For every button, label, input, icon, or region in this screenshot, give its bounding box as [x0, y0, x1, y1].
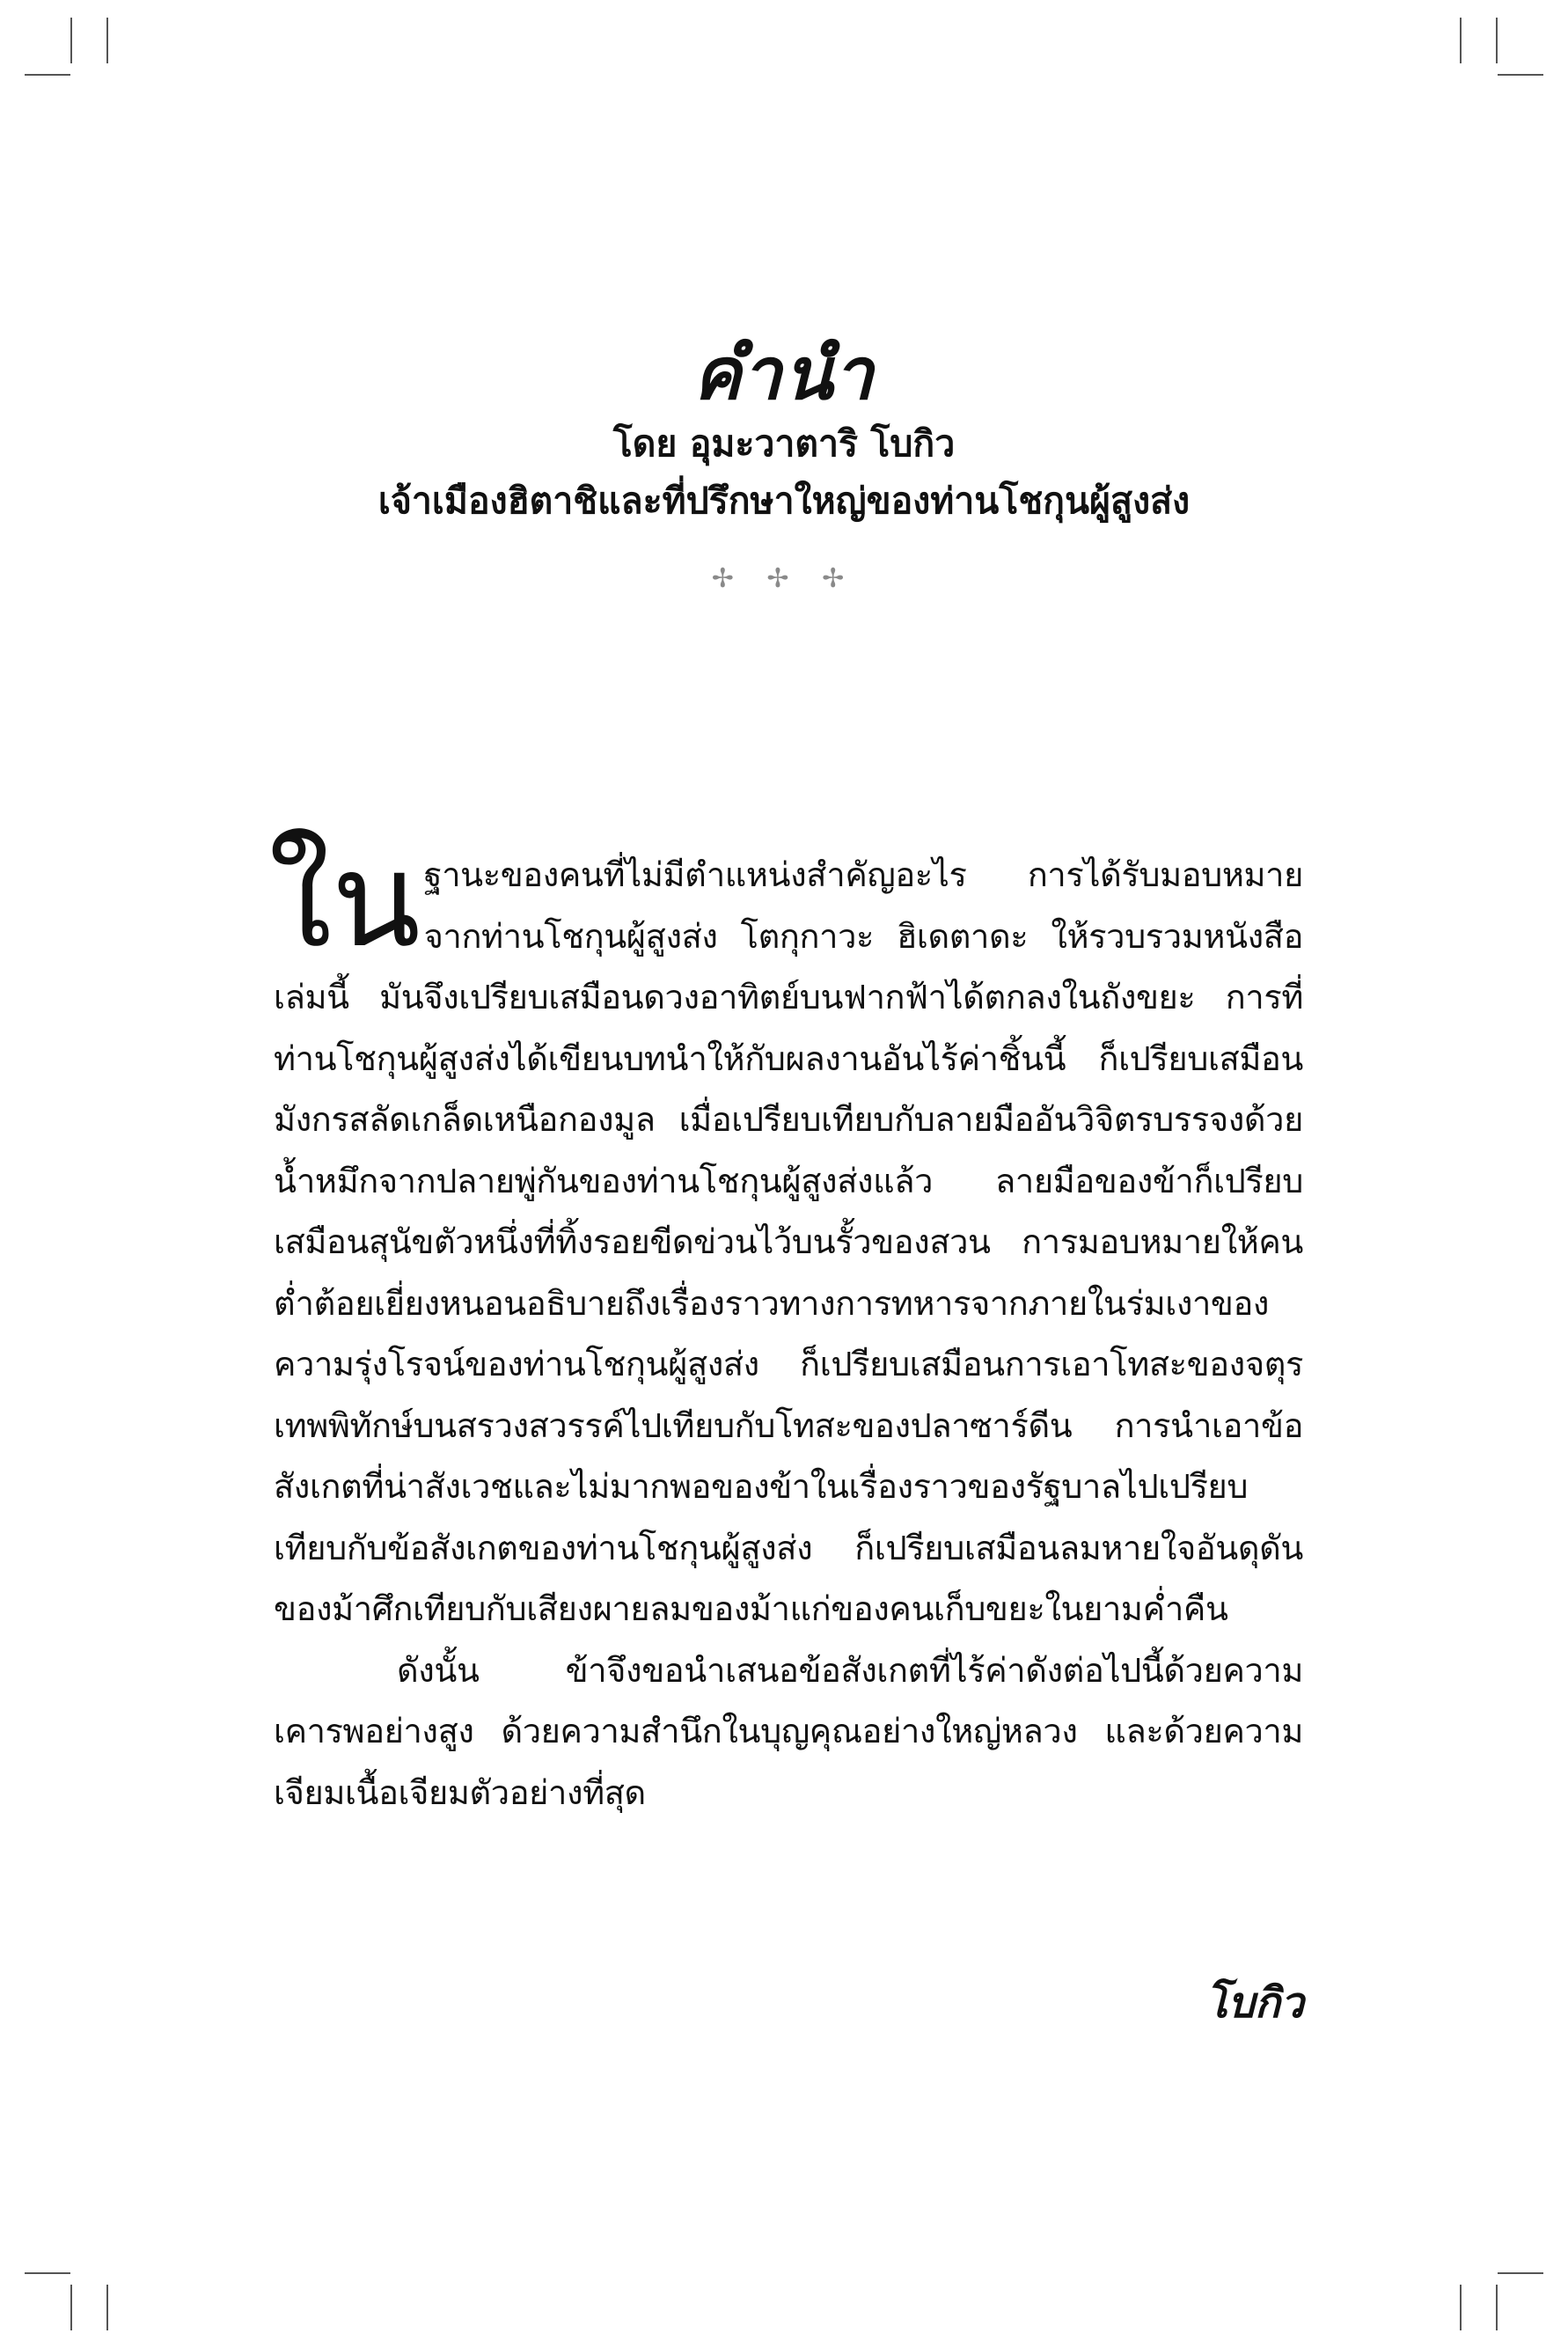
crop-mark	[106, 2285, 108, 2330]
crop-mark	[25, 2272, 70, 2274]
preface-body	[268, 825, 1303, 1823]
byline-author: โดย อุมะวาตาริ โบกิว	[612, 422, 956, 465]
section-ornament: ✢ ✢ ✢	[711, 563, 857, 594]
crop-mark	[1496, 2285, 1498, 2330]
crop-mark	[1496, 18, 1498, 63]
signature: โบกิว	[1205, 1978, 1304, 2028]
crop-mark	[1460, 18, 1462, 63]
crop-mark	[70, 18, 72, 63]
paragraph-1-text: ฐานะของคนที่ไม่มีตำแหน่งสำคัญอะไร การได้รับมอบหมายจากท่านโชกุนผู้สูงส่ง โตกุกาวะ ฮิเดตาดะ ให้รวบรวมหนังสือเล่มนี้ มันจึงเปรียบเสมือนดวงอาทิตย์บนฟากฟ้าได้ตกลงในถังขยะ การที่ท่านโชกุนผู้สูงส่งได้เขียนบทนำให้กับผลงานอันไร้ค่าชิ้นนี้ ก็เปรียบเสมือนมังกรสลัดเกล็ดเหนือกองมูล เมื่อเปรียบเทียบกับลายมืออันวิจิตรบรรจงด้วยน้ำหมึกจากปลายพู่กันของท่านโชกุนผู้สูงส่งแล้ว ลายมือของข้าก็เปรียบเสมือนสุนัขตัวหนึ่งที่ทิ้งรอยขีดข่วนไว้บนรั้วของสวน การมอบหมายให้คนต่ำต้อยเยี่ยงหนอนอธิบายถึงเรื่องราวทางการทหารจากภายในร่มเงาของความรุ่งโรจน์ของท่านโชกุนผู้สูงส่ง ก็เปรียบเสมือนการเอาโทสะของจตุรเทพพิทักษ์บนสรวงสวรรค์ไปเทียบกับโทสะของปลาซาร์ดีน การนำเอาข้อสังเกตที่น่าสังเวชและไม่มากพอของข้าในเรื่องราวของรัฐบาลไปเปรียบเทียบกับข้อสังเกตของท่านโชกุนผู้สูงส่ง ก็เปรียบเสมือนลมหายใจอันดุดันของม้าศึกเทียบกับเสียงผายลมของม้าแก่ของคนเก็บขยะในยามค่ำคืน	[274, 855, 1303, 1628]
crop-mark	[1498, 2272, 1543, 2274]
drop-cap: ใน	[268, 825, 421, 976]
paragraph-2: ดังนั้น ข้าจึงขอนำเสนอข้อสังเกตที่ไร้ค่าดังต่อไปนี้ด้วยความเคารพอย่างสูง ด้วยความสำนึกในบุญคุณอย่างใหญ่หลวง และด้วยความเจียมเนื้อเจียมตัวอย่างที่สุด	[274, 1650, 1303, 1812]
page-title: คำนำ	[692, 332, 876, 416]
crop-mark	[1498, 74, 1543, 76]
crop-mark	[70, 2285, 72, 2330]
byline-position: เจ้าเมืองฮิตาชิและที่ปรึกษาใหญ่ของท่านโชกุนผู้สูงส่ง	[377, 480, 1191, 522]
crop-mark	[1460, 2285, 1462, 2330]
crop-mark	[106, 18, 108, 63]
paragraph-1	[268, 825, 1303, 1640]
crop-mark	[25, 74, 70, 76]
